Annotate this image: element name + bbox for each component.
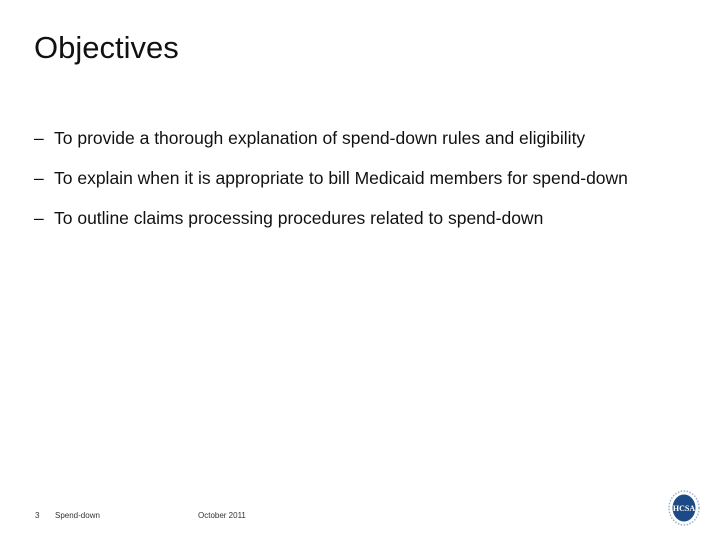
dash-marker: – <box>34 168 44 188</box>
dash-marker: – <box>34 208 44 228</box>
bullet-item <box>34 206 674 230</box>
svg-text:HCSA: HCSA <box>672 504 696 513</box>
bullet-text: To explain when it is appropriate to bill Medicaid members for spend-down <box>54 168 628 188</box>
footer-topic: Spend-down <box>55 511 100 520</box>
footer-date: October 2011 <box>198 511 246 520</box>
dash-marker: – <box>34 128 44 148</box>
bullet-item <box>34 126 674 150</box>
page-number: 3 <box>35 511 40 520</box>
organization-logo <box>668 490 700 526</box>
bullet-text: To provide a thorough explanation of spend-down rules and eligibility <box>54 128 586 148</box>
bullet-item <box>34 166 674 190</box>
bullet-text: To outline claims processing procedures related to spend-down <box>54 208 544 228</box>
objectives-list <box>34 126 674 246</box>
slide-title: Objectives <box>34 30 179 65</box>
